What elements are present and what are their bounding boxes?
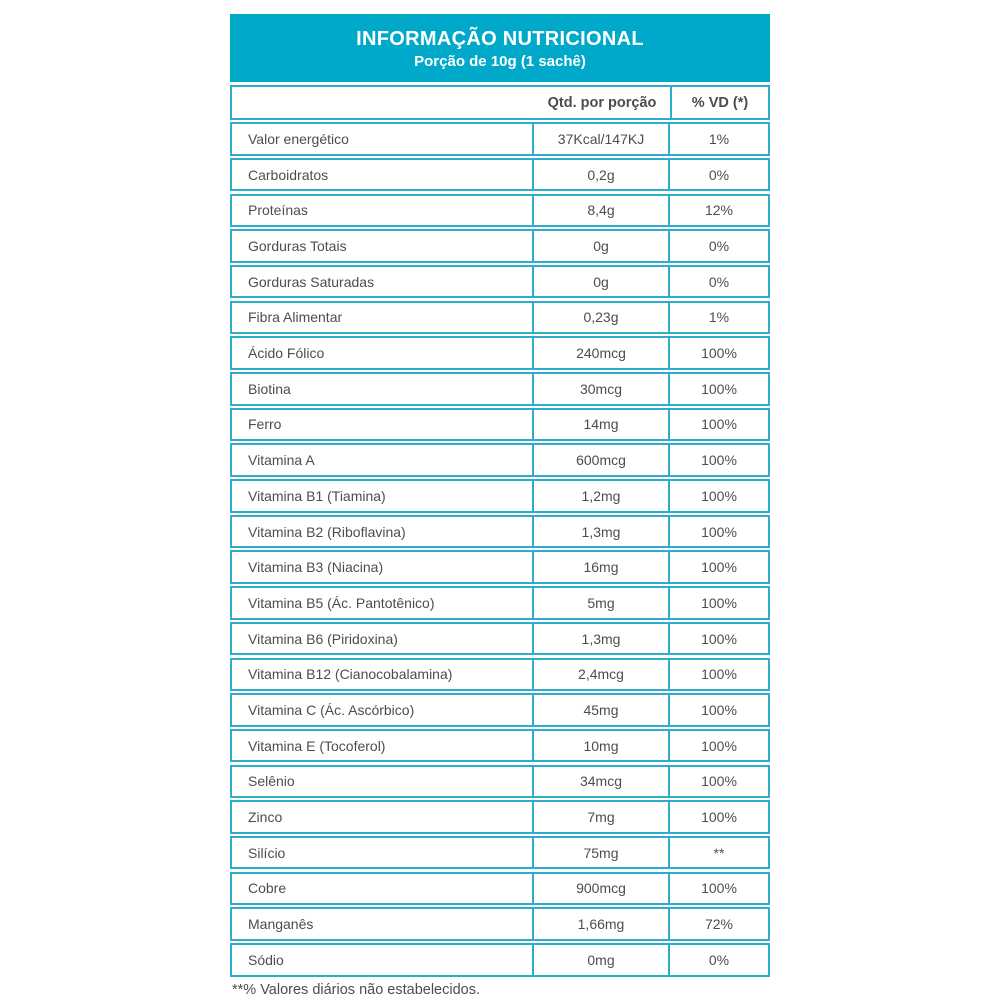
- serving-size-subtitle: Porção de 10g (1 sachê): [414, 52, 586, 70]
- daily-value-percent: 100%: [701, 701, 737, 718]
- daily-value-percent: 72%: [704, 916, 734, 933]
- quantity-value: 10mg: [534, 731, 670, 761]
- nutrient-name: Ferro: [232, 410, 534, 440]
- daily-value-percent: 0%: [708, 166, 730, 183]
- quantity-value: 5mg: [534, 588, 670, 618]
- table-row: [230, 800, 770, 834]
- quantity-value: 8,4g: [534, 196, 670, 226]
- table-row: [230, 836, 770, 870]
- nutrient-name: Fibra Alimentar: [232, 303, 534, 333]
- quantity-value: 900mcg: [534, 874, 670, 904]
- nutrient-name: Sódio: [232, 945, 534, 975]
- daily-value-percent: 100%: [701, 452, 737, 469]
- daily-value-percent: 1%: [708, 130, 730, 147]
- quantity-value: 7mg: [534, 802, 670, 832]
- quantity-value: 1,66mg: [534, 909, 670, 939]
- table-row: [230, 729, 770, 763]
- table-row: [230, 443, 770, 477]
- table-row: [230, 693, 770, 727]
- quantity-value: 1,3mg: [534, 517, 670, 547]
- daily-value-percent: 100%: [701, 416, 737, 433]
- quantity-value: 1,3mg: [534, 624, 670, 654]
- daily-value-percent: 100%: [701, 487, 737, 504]
- daily-value-percent: 100%: [701, 666, 737, 683]
- quantity-value: 600mcg: [534, 445, 670, 475]
- table-row: [230, 550, 770, 584]
- page-title: INFORMAÇÃO NUTRICIONAL: [356, 27, 644, 50]
- quantity-value: 240mcg: [534, 338, 670, 368]
- table-row: [230, 301, 770, 335]
- nutrient-name: Carboidratos: [232, 160, 534, 190]
- table-row: [230, 765, 770, 799]
- quantity-value: 0,23g: [534, 303, 670, 333]
- nutrient-name: Cobre: [232, 874, 534, 904]
- quantity-value: 75mg: [534, 838, 670, 868]
- nutrient-name: Zinco: [232, 802, 534, 832]
- quantity-value: 14mg: [534, 410, 670, 440]
- nutrient-name: Vitamina C (Ác. Ascórbico): [232, 695, 534, 725]
- daily-value-percent: 100%: [701, 559, 737, 576]
- daily-value-percent: 100%: [701, 594, 737, 611]
- daily-value-percent: 100%: [701, 809, 737, 825]
- quantity-value: 1,2mg: [534, 481, 670, 511]
- quantity-value: 16mg: [534, 552, 670, 582]
- daily-value-percent: 1%: [708, 309, 730, 326]
- daily-value-percent: 100%: [701, 880, 737, 897]
- quantity-value: 34mcg: [534, 767, 670, 797]
- daily-value-percent: 100%: [701, 380, 737, 397]
- nutrient-name: Vitamina E (Tocoferol): [232, 731, 534, 761]
- table-row: [230, 265, 770, 299]
- table-row: [230, 408, 770, 442]
- table-row: [230, 907, 770, 941]
- daily-values-footnote: **% Valores diários não estabelecidos.: [232, 981, 480, 998]
- quantity-value: 30mcg: [534, 374, 670, 404]
- quantity-value: 2,4mcg: [534, 660, 670, 690]
- nutrient-name: Vitamina B1 (Tiamina): [232, 481, 534, 511]
- nutrient-name: Vitamina B3 (Niacina): [232, 552, 534, 582]
- table-row: [230, 158, 770, 192]
- daily-value-percent: 0%: [708, 238, 730, 254]
- nutrition-label: [230, 14, 770, 998]
- quantity-value: 0,2g: [534, 160, 670, 190]
- daily-value-percent: 100%: [701, 737, 737, 754]
- quantity-value: 0mg: [534, 945, 670, 975]
- nutrition-label-header: [230, 14, 770, 82]
- table-row: [230, 622, 770, 656]
- table-row: [230, 479, 770, 513]
- nutrient-name: Vitamina B2 (Riboflavina): [232, 517, 534, 547]
- nutrient-name: Proteínas: [232, 196, 534, 226]
- nutrient-name: Vitamina B6 (Piridoxina): [232, 624, 534, 654]
- column-header-row: [230, 85, 770, 120]
- table-row: [230, 229, 770, 263]
- nutrient-rows: [230, 122, 770, 976]
- table-row: [230, 122, 770, 156]
- table-row: [230, 586, 770, 620]
- nutrient-name: Vitamina B12 (Cianocobalamina): [232, 660, 534, 690]
- daily-value-percent: 0%: [708, 273, 730, 290]
- nutrient-name: Vitamina B5 (Ác. Pantotênico): [232, 588, 534, 618]
- daily-value-percent: 100%: [701, 773, 737, 790]
- table-row: [230, 943, 770, 977]
- nutrient-name: Selênio: [232, 767, 534, 797]
- nutrient-name: Ácido Fólico: [232, 338, 534, 368]
- nutrient-name: Vitamina A: [232, 445, 534, 475]
- nutrient-name: Valor energético: [232, 124, 534, 154]
- quantity-value: 45mg: [534, 695, 670, 725]
- daily-value-percent: 100%: [701, 345, 737, 362]
- daily-value-percent: 100%: [701, 523, 737, 540]
- daily-value-percent: 12%: [704, 202, 734, 219]
- table-row: [230, 515, 770, 549]
- table-row: [230, 658, 770, 692]
- quantity-value: 0g: [534, 267, 670, 297]
- daily-value-percent: **: [713, 844, 725, 861]
- table-row: [230, 872, 770, 906]
- nutrient-name: Gorduras Totais: [232, 231, 534, 261]
- quantity-value: 37Kcal/147KJ: [534, 124, 670, 154]
- quantity-value: 0g: [534, 231, 670, 261]
- table-row: [230, 336, 770, 370]
- table-row: [230, 194, 770, 228]
- table-row: [230, 372, 770, 406]
- column-header-quantity: Qtd. por porção: [547, 94, 657, 111]
- nutrient-name: Manganês: [232, 909, 534, 939]
- daily-value-percent: 100%: [701, 630, 737, 647]
- column-header-daily-value: % VD (*): [670, 87, 768, 118]
- nutrient-name: Biotina: [232, 374, 534, 404]
- nutrient-name: Silício: [232, 838, 534, 868]
- nutrient-name: Gorduras Saturadas: [232, 267, 534, 297]
- column-header-spacer: [232, 87, 534, 118]
- daily-value-percent: 0%: [708, 951, 730, 968]
